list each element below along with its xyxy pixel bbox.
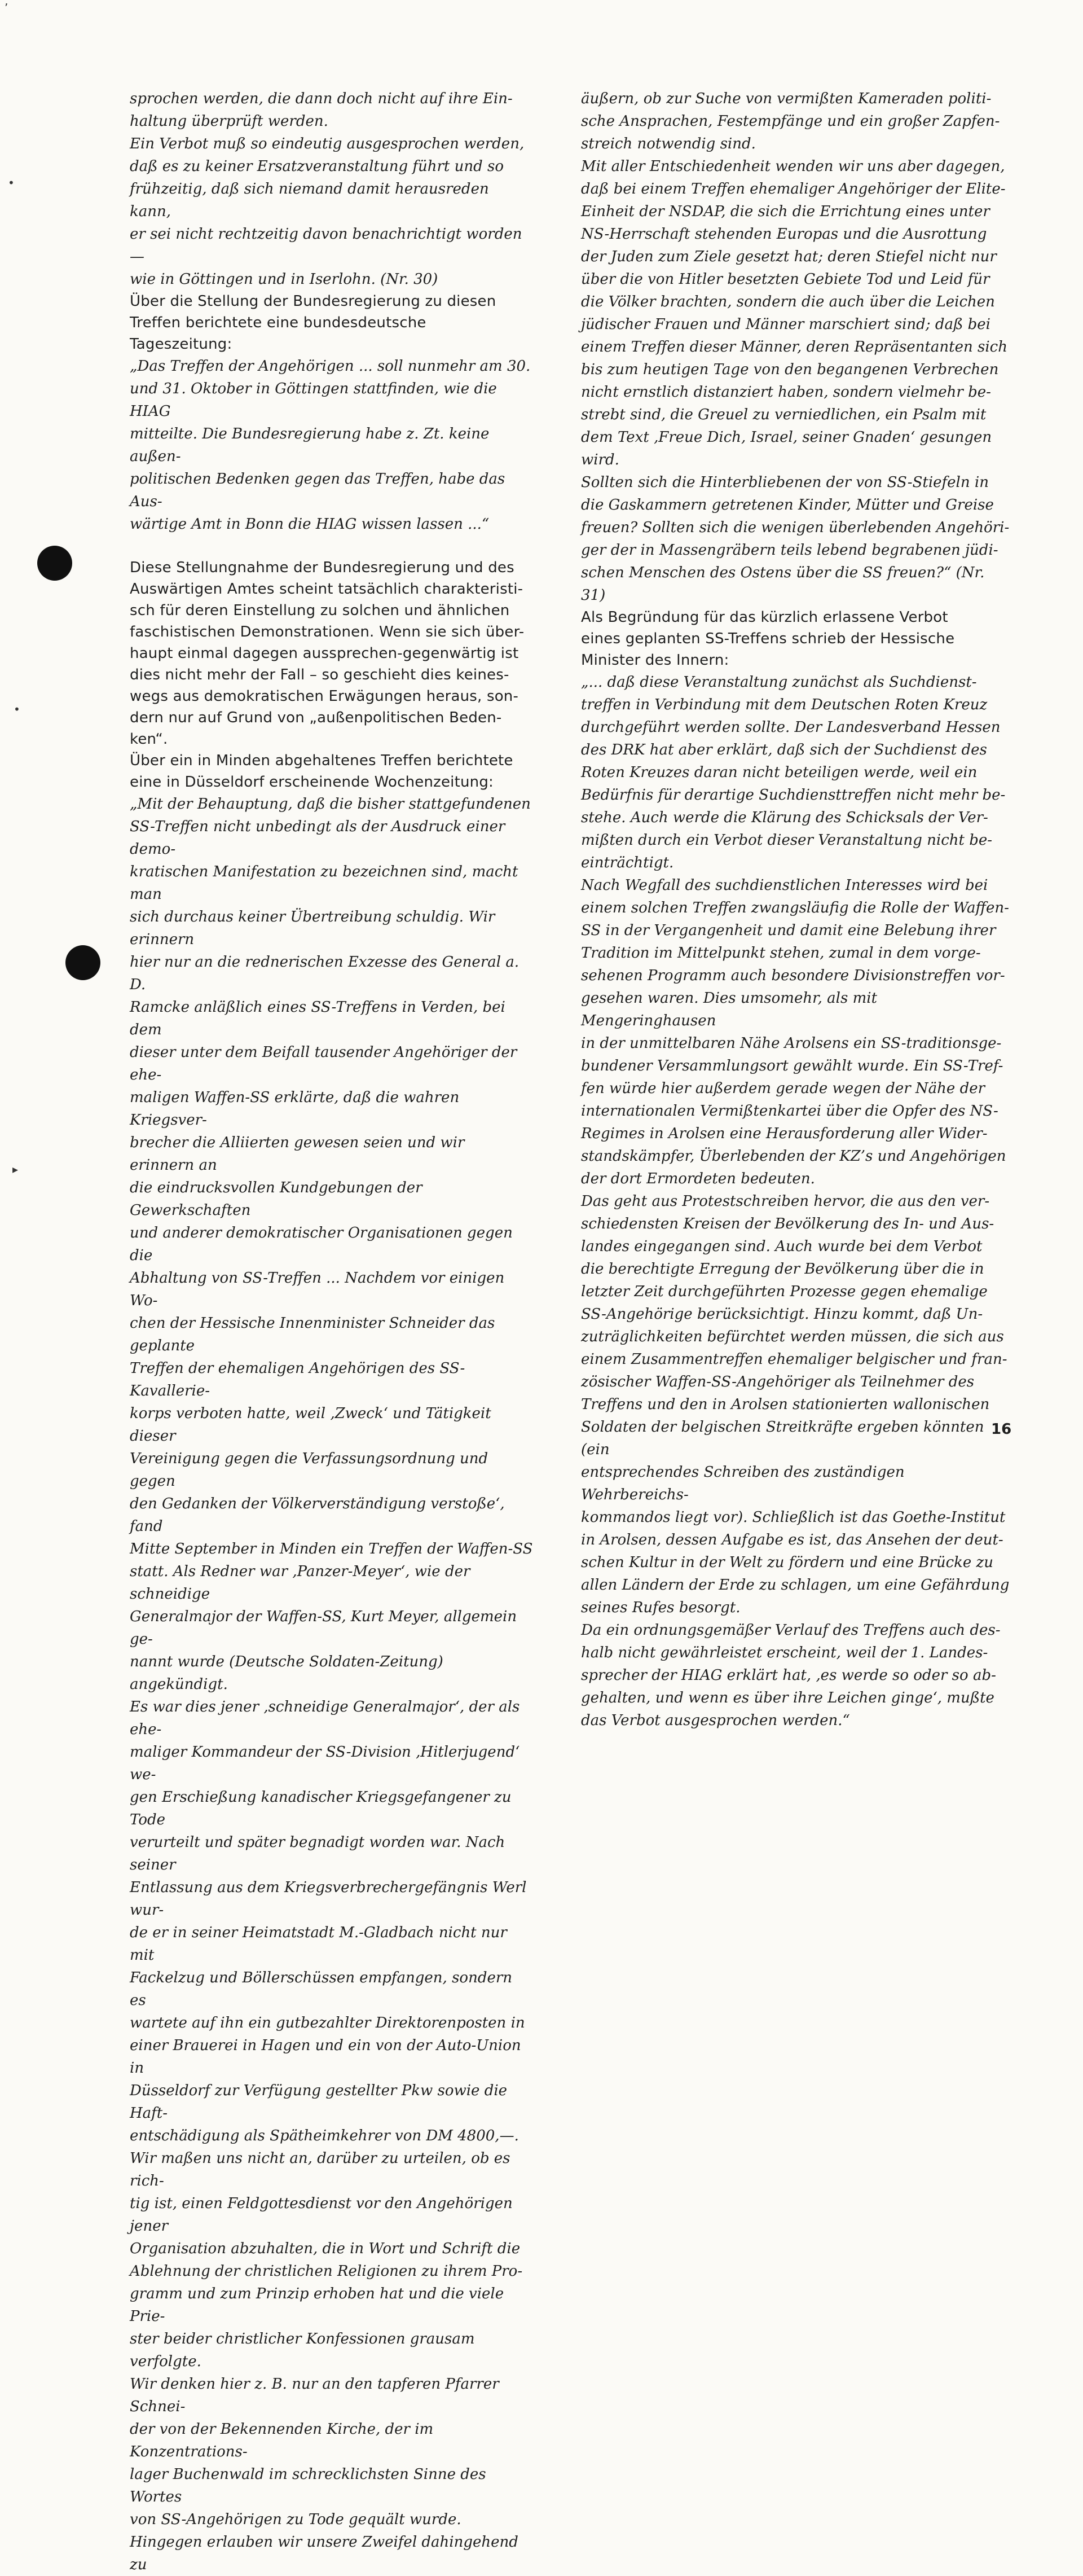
scan-mark: ’: [5, 1, 8, 15]
left-paragraph-4: Diese Stellungnahme der Bundesregierung und des Auswärtigen Amtes scheint tatsächlich charakteristi- sch für deren Einstellung zu solchen und ähnlichen faschistischen Demonstrationen. Wenn sie sich über- haupt einmal dagegen aussprechen-gegenwärtig ist dies nicht mehr der Fall – so geschieht dies keines- wegs aus demokratischen Erwägungen heraus, son- dern nur auf Grund von „außenpolitischen Beden- ken“. Über ein in Minden abgehaltenes Treffen berichtete eine in Düsseldorf erscheinende Wochenzeitung:: [130, 559, 525, 791]
right-paragraph-2: Als Begründung für das kürzlich erlassene Verbot eines geplanten SS-Treffens schrieb der Hessische Minister des Innern:: [581, 609, 955, 669]
left-paragraph-2: Über die Stellung der Bundesregierung zu diesen Treffen berichtete eine bundesdeutsche Tageszeitung:: [130, 293, 496, 353]
left-paragraph-5: „Mit der Behauptung, daß die bisher stattgefundenen SS-Treffen nicht unbedingt als der Ausdruck einer demo- kratischen Manifestation zu bezeichnen sind, macht man sich durchaus keiner Übertreibung schuldig. Wir erinnern hier nur an die rednerischen Exzesse des General a. D. Ramcke anläßlich eines SS-Treffens in Verden, bei dem dieser unter dem Beifall tausender Angehöriger der ehe- maligen Waffen-SS erklärte, daß die wahren Kriegsver- brecher die Alliierten gewesen seien und wir erinnern an die eindrucksvollen Kundgebungen der Gewerkschaften und anderer demokratischer Organisationen gegen die Abhaltung von SS-Treffen ... Nachdem vor einigen Wo- chen der Hessische Innenminister Schneider das geplante Treffen der ehemaligen Angehörigen des SS-Kavallerie- korps verboten hatte, weil ‚Zweck‘ und Tätigkeit dieser Vereinigung gegen die Verfassungsordnung und gegen den Gedanken der Völkerverständigung verstoße‘, fand Mitte September in Minden ein Treffen der Waffen-SS statt. Als Redner war ‚Panzer-Meyer‘, wie der schneidige Generalmajor der Waffen-SS, Kurt Meyer, allgemein ge- nannt wurde (Deutsche Soldaten-Zeitung) angekündigt. Es war dies jener ‚schneidige Generalmajor‘, der als ehe- maliger Kommandeur der SS-Division ‚Hitlerjugend‘ we- gen Erschießung kanadischer Kriegsgefangener zu Tode verurteilt und später begnadigt worden war. Nach seiner Entlassung aus dem Kriegsverbrechergefängnis Werl wur- de er in seiner Heimatstadt M.-Gladbach nicht nur mit Fackelzug und Böllerschüssen empfangen, sondern es wartete auf ihn ein gutbezahlter Direktorenposten in einer Brauerei in Hagen und ein von der Auto-Union in Düsseldorf zur Verfügung gestellter Pkw sowie die Haft- entschädigung als Spätheimkehrer von DM 4800,—. Wir maßen uns nicht an, darüber zu urteilen, ob es rich- tig ist, einen Feldgottesdienst vor den Angehörigen jener Organisation abzuhalten, die in Wort und Schrift die Ablehnung der christlichen Religionen zu ihrem Pro- gramm und zum Prinzip erhoben hat und die viele Prie- ster beider christlicher Konfessionen grausam verfolgte. Wir denken hier z. B. nur an den tapferen Pfarrer Schnei- der von der Bekennenden Kirche, der im Konzentrations- lager Buchenwald im schrecklichsten Sinne des Wortes von SS-Angehörigen zu Tode gequält wurde. Hingegen erlauben wir unsere Zweifel dahingehend zu: [130, 796, 533, 2573]
scan-mark: •: [14, 703, 20, 716]
punch-hole: [37, 546, 72, 581]
scan-mark: ▸: [12, 1162, 19, 1176]
right-paragraph-1: äußern, ob zur Suche von vermißten Kameraden politi- sche Ansprachen, Festempfänge und ein großer Zapfen- streich notwendig sind. Mit aller Entschiedenheit wenden wir uns aber dagegen, daß bei einem Treffen ehemaliger Angehöriger der Elite- Einheit der NSDAP, die sich die Errichtung eines unter NS-Herrschaft stehenden Europas und die Ausrottung der Juden zum Ziele gesetzt hat; deren Stiefel nicht nur über die von Hitler besetzten Gebiete Tod und Leid für die Völker brachten, sondern die auch über die Leichen jüdischer Frauen und Männer marschiert sind; daß bei einem Treffen dieser Männer, deren Repräsentanten sich bis zum heutigen Tage von den begangenen Verbrechen nicht ernstlich distanziert haben, sondern vielmehr be- strebt sind, die Greuel zu verniedlichen, ein Psalm mit dem Text ‚Freue Dich, Israel, seiner Gnaden‘ gesungen wird. Sollten sich die Hinterbliebenen der von SS-Stiefeln in die Gaskammern getretenen Kinder, Mütter und Greise freuen? Sollten sich die wenigen überlebenden Angehöri- ger der in Massengräbern teils lebend begrabenen jüdi- schen Menschen des Ostens über die SS freuen?“ (Nr. 31): [581, 90, 1010, 604]
page-number: 16: [991, 1421, 1012, 1438]
left-column: [130, 87, 533, 2573]
right-paragraph-3: „... daß diese Veranstaltung zunächst als Suchdienst- treffen in Verbindung mit dem Deutschen Roten Kreuz durchgeführt werden sollte. Der Landesverband Hessen des DRK hat aber erklärt, daß sich der Suchdienst des Roten Kreuzes daran nicht beteiligen werde, weil ein Bedürfnis für derartige Suchdiensttreffen nicht mehr be- stehe. Auch werde die Klärung des Schicksals der Ver- mißten durch ein Verbot dieser Veranstaltung nicht be- einträchtigt. Nach Wegfall des suchdienstlichen Interesses wird bei einem solchen Treffen zwangsläufig die Rolle der Waffen- SS in der Vergangenheit und damit eine Belebung ihrer Tradition im Mittelpunkt stehen, zumal in dem vorge- sehenen Programm auch besondere Divisionstreffen vor- gesehen waren. Dies umsomehr, als mit Mengeringhausen in der unmittelbaren Nähe Arolsens ein SS-traditionsge- bundener Versammlungsort gewählt wurde. Ein SS-Tref- fen würde hier außerdem gerade wegen der Nähe der internationalen Vermißtenkartei über die Opfer des NS- Regimes in Arolsen eine Herausforderung aller Wider- standskämpfer, Überlebenden der KZ’s und Angehörigen der dort Ermordeten bedeuten. Das geht aus Protestschreiben hervor, die aus den ver- schiedensten Kreisen der Bevölkerung des In- und Aus- landes eingegangen sind. Auch wurde bei dem Verbot die berechtigte Erregung der Bevölkerung über die in letzter Zeit durchgeführten Prozesse gegen ehemalige SS-Angehörige berücksichtigt. Hinzu kommt, daß Un- zuträglichkeiten befürchtet werden müssen, die sich aus einem Zusammentreffen ehemaliger belgischer und fran- zösischer Waffen-SS-Angehöriger als Teilnehmer des Treffens und den in Arolsen stationierten wallonischen Soldaten der belgischen Streitkräfte ergeben könnten (ein entsprechendes Schreiben des zuständigen Wehrbereichs- kommandos liegt vor). Schließlich ist das Goethe-Institut in Arolsen, dessen Aufgabe es ist, das Ansehen der deut- schen Kultur in der Welt zu fördern und eine Brücke zu allen Ländern der Erde zu schlagen, um eine Gefährdung seines Rufes besorgt. Da ein ordnungsgemäßer Verlauf des Treffens auch des- halb nicht gewährleistet erscheint, weil der 1. Landes- sprecher der HIAG erklärt hat, ‚es werde so oder so ab- gehalten, und wenn es über ihre Leichen ginge‘, mußte das Verbot ausgesprochen werden.“: [581, 674, 1010, 1729]
scan-mark: •: [8, 176, 15, 190]
left-paragraph-3: „Das Treffen der Angehörigen ... soll nunmehr am 30. und 31. Oktober in Göttingen stattfinden, wie die HIAG mitteilte. Die Bundesregierung habe z. Zt. keine außen- politischen Bedenken gegen das Treffen, habe das Aus- wärtige Amt in Bonn die HIAG wissen lassen ...“: [130, 358, 531, 533]
left-paragraph-1: sprochen werden, die dann doch nicht auf ihre Ein- haltung überprüft werden. Ein Verbot muß so eindeutig ausgesprochen werden, daß es zu keiner Ersatzveranstaltung führt und so frühzeitig, daß sich niemand damit herausreden kann, er sei nicht rechtzeitig davon benachrichtigt worden — wie in Göttingen und in Iserlohn. (Nr. 30): [130, 90, 525, 288]
right-column: [581, 87, 1012, 1729]
punch-hole: [65, 945, 100, 980]
